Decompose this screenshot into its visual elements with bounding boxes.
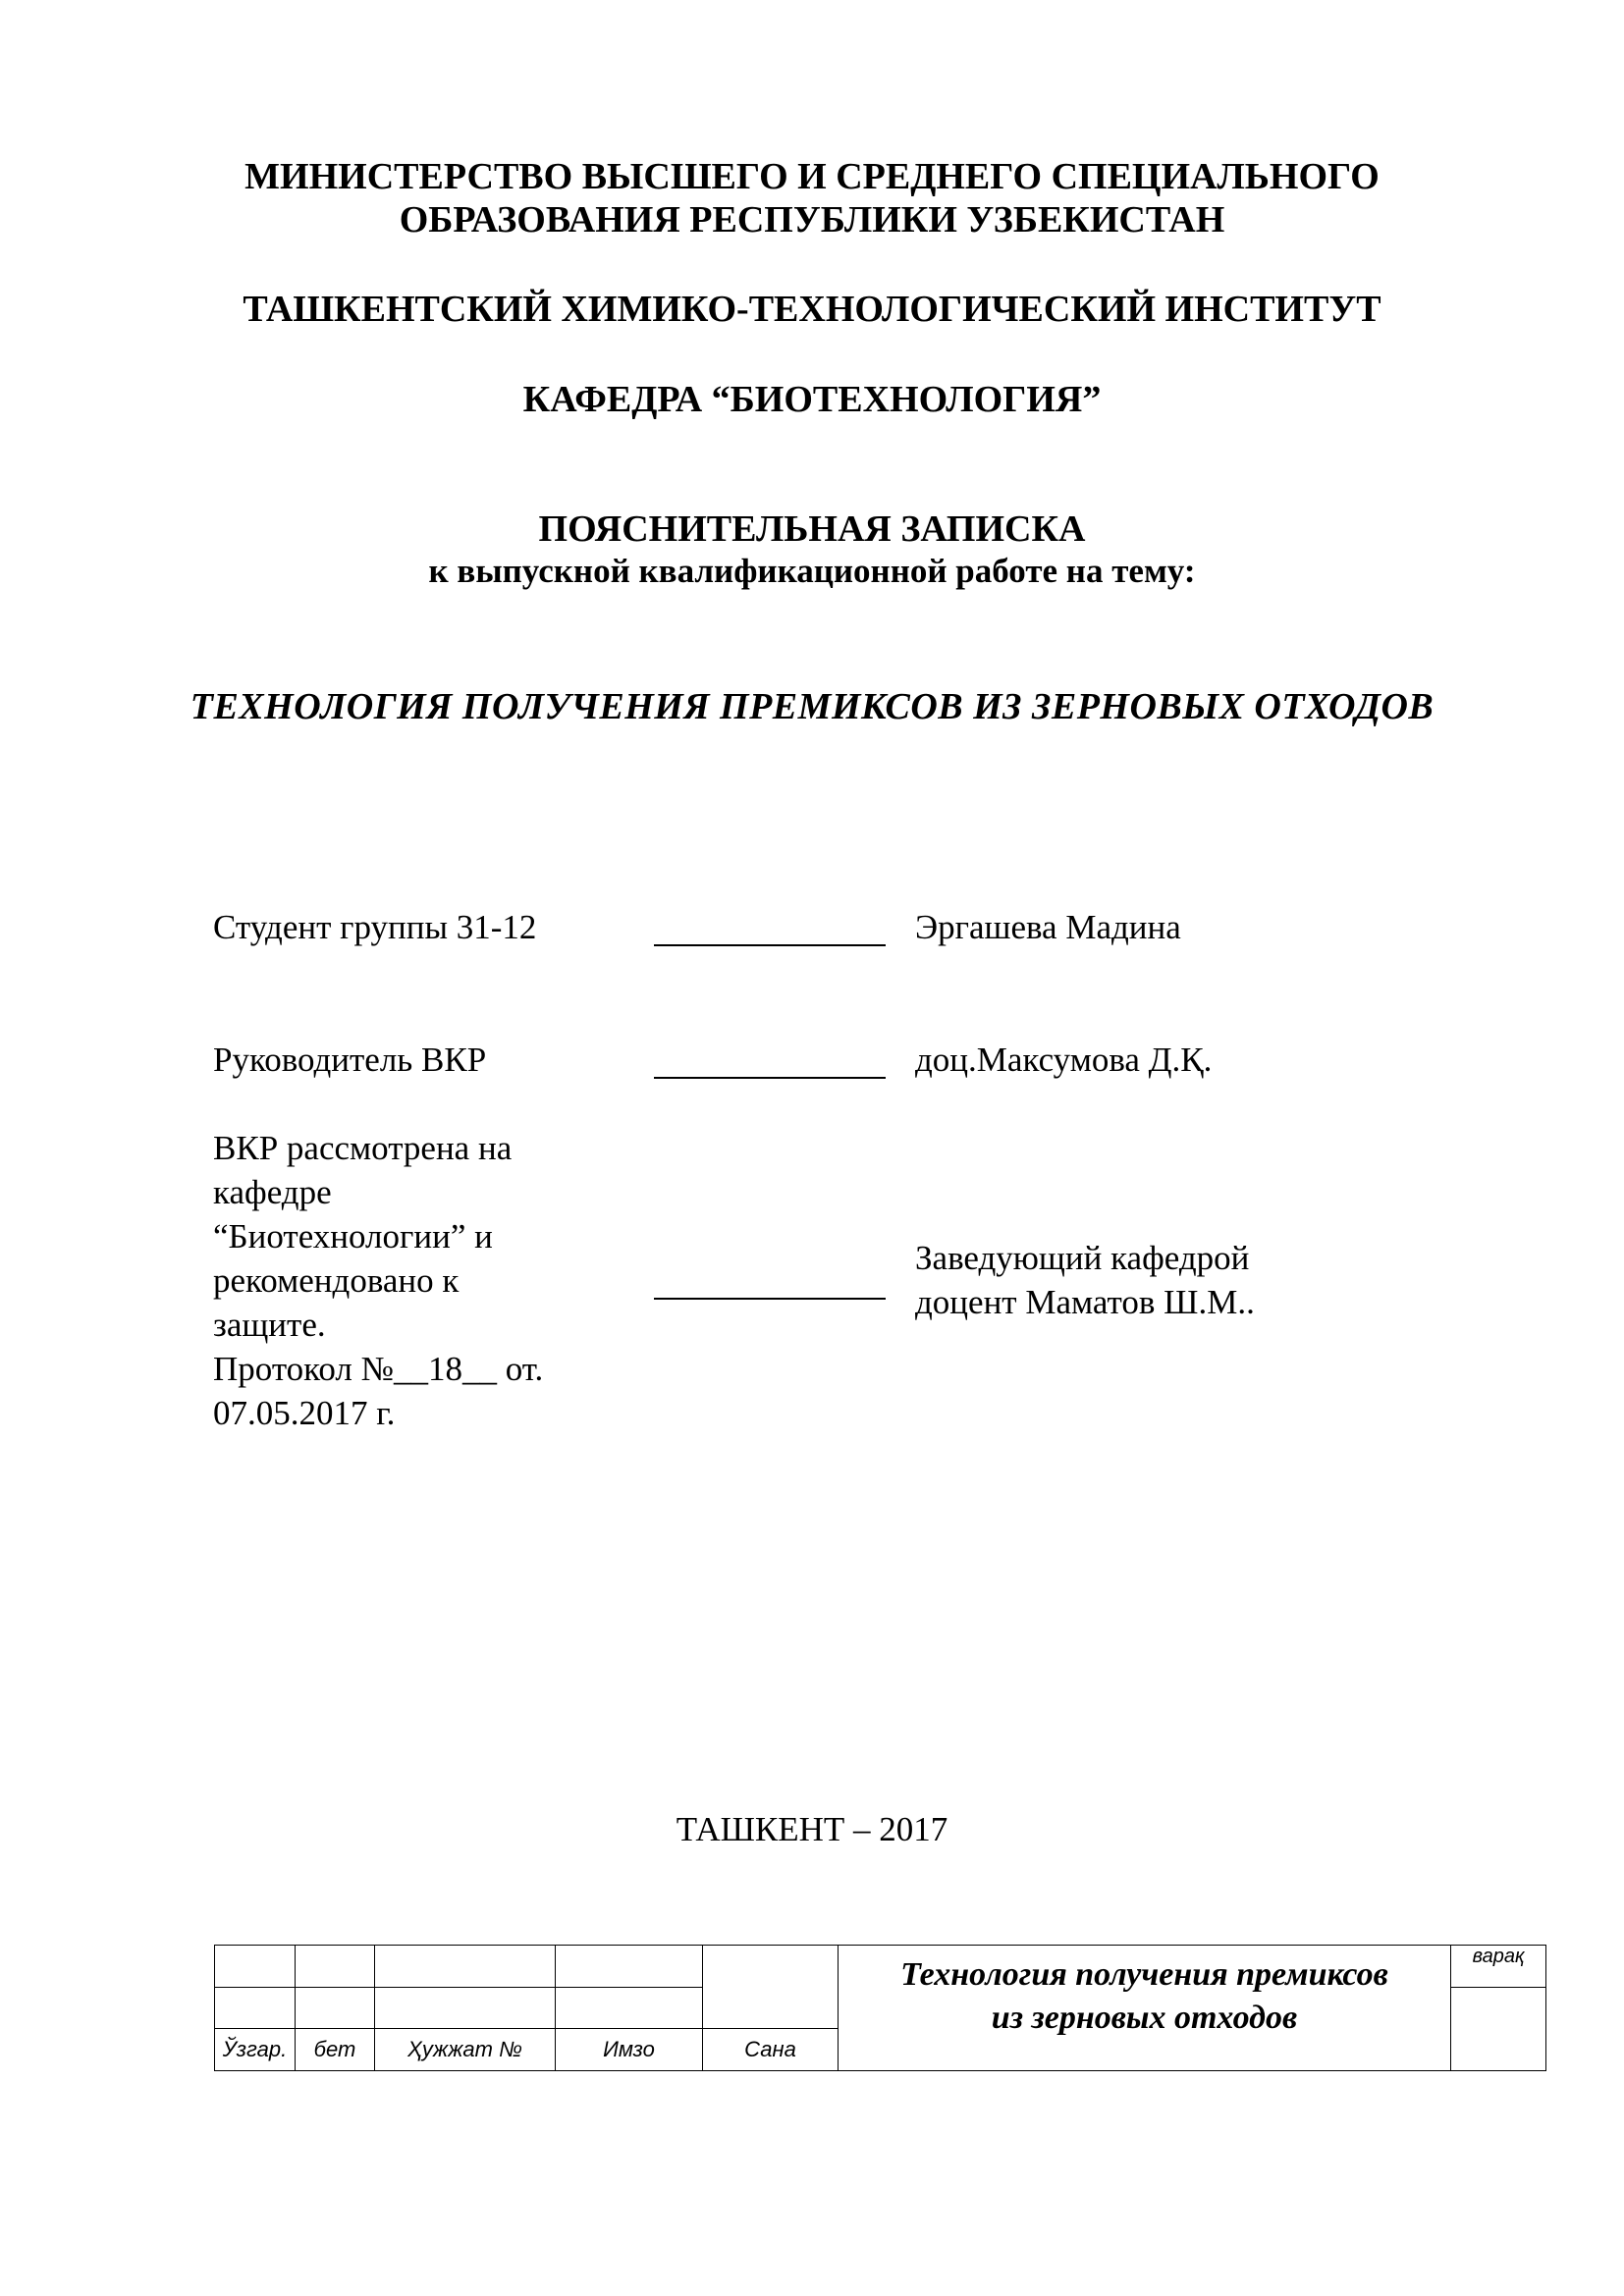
note-subtitle: к выпускной квалификационной работе на тему:: [428, 552, 1196, 590]
ministry-line-1: МИНИСТЕРСТВО ВЫСШЕГО И СРЕДНЕГО СПЕЦИАЛЬНОГО: [244, 156, 1380, 197]
stamp-document-title: [839, 1946, 1451, 2071]
stamp-cell: [215, 1988, 296, 2029]
supervisor-name: доц.Максумова Д.Қ.: [915, 1041, 1213, 1079]
title-block-stamp: [214, 1945, 1546, 2071]
review-line: Протокол №__18__ от.: [213, 1350, 544, 1388]
stamp-cell: [556, 1946, 703, 1988]
review-line: 07.05.2017 г.: [213, 1394, 396, 1432]
stamp-col-document: Ҳужжат №: [375, 2029, 556, 2071]
student-label: Студент группы 31-12: [213, 908, 537, 946]
thesis-topic: ТЕХНОЛОГИЯ ПОЛУЧЕНИЯ ПРЕМИКСОВ ИЗ ЗЕРНОВЫХ ОТХОДОВ: [189, 686, 1435, 727]
note-title: ПОЯСНИТЕЛЬНАЯ ЗАПИСКА: [538, 508, 1086, 550]
review-line: защите.: [213, 1306, 326, 1344]
stamp-sheet-number: [1451, 1988, 1546, 2071]
student-signature-line: [654, 944, 886, 946]
review-line: рекомендовано к: [213, 1261, 460, 1300]
head-title: Заведующий кафедрой: [915, 1239, 1250, 1277]
review-block: [213, 1126, 543, 1435]
stamp-cell: [703, 1946, 839, 2029]
review-line: кафедре: [213, 1173, 332, 1211]
stamp-col-page: бет: [296, 2029, 375, 2071]
stamp-cell: [296, 1946, 375, 1988]
supervisor-label: Руководитель ВКР: [213, 1041, 487, 1079]
ministry-line-2: ОБРАЗОВАНИЯ РЕСПУБЛИКИ УЗБЕКИСТАН: [399, 199, 1225, 240]
institute-name: ТАШКЕНТСКИЙ ХИМИКО-ТЕХНОЛОГИЧЕСКИЙ ИНСТИТУТ: [243, 289, 1381, 330]
stamp-cell: [296, 1988, 375, 2029]
review-line: ВКР рассмотрена на: [213, 1129, 513, 1167]
review-line: “Биотехнологии” и: [213, 1217, 493, 1255]
supervisor-signature-line: [654, 1077, 886, 1079]
stamp-col-signature: Имзо: [556, 2029, 703, 2071]
stamp-cell: [375, 1988, 556, 2029]
stamp-cell: [556, 1988, 703, 2029]
stamp-cell: [215, 1946, 296, 1988]
stamp-col-change: Ўзгар.: [215, 2029, 296, 2071]
head-name: доцент Маматов Ш.М..: [915, 1283, 1255, 1321]
kafedra-name: КАФЕДРА “БИОТЕХНОЛОГИЯ”: [522, 379, 1102, 420]
head-of-department: [915, 1236, 1255, 1324]
stamp-title-line-2: из зерновых отходов: [991, 2000, 1298, 2036]
stamp-sheet-label: варақ: [1451, 1946, 1546, 1988]
stamp-title-line-1: Технология получения премиксов: [900, 1956, 1388, 1993]
head-signature-line: [654, 1298, 886, 1300]
stamp-col-date: Сана: [703, 2029, 839, 2071]
ministry-header: [0, 155, 1624, 241]
city-year: ТАШКЕНТ – 2017: [676, 1810, 948, 1848]
stamp-cell: [375, 1946, 556, 1988]
student-name: Эргашева Мадина: [915, 908, 1181, 946]
